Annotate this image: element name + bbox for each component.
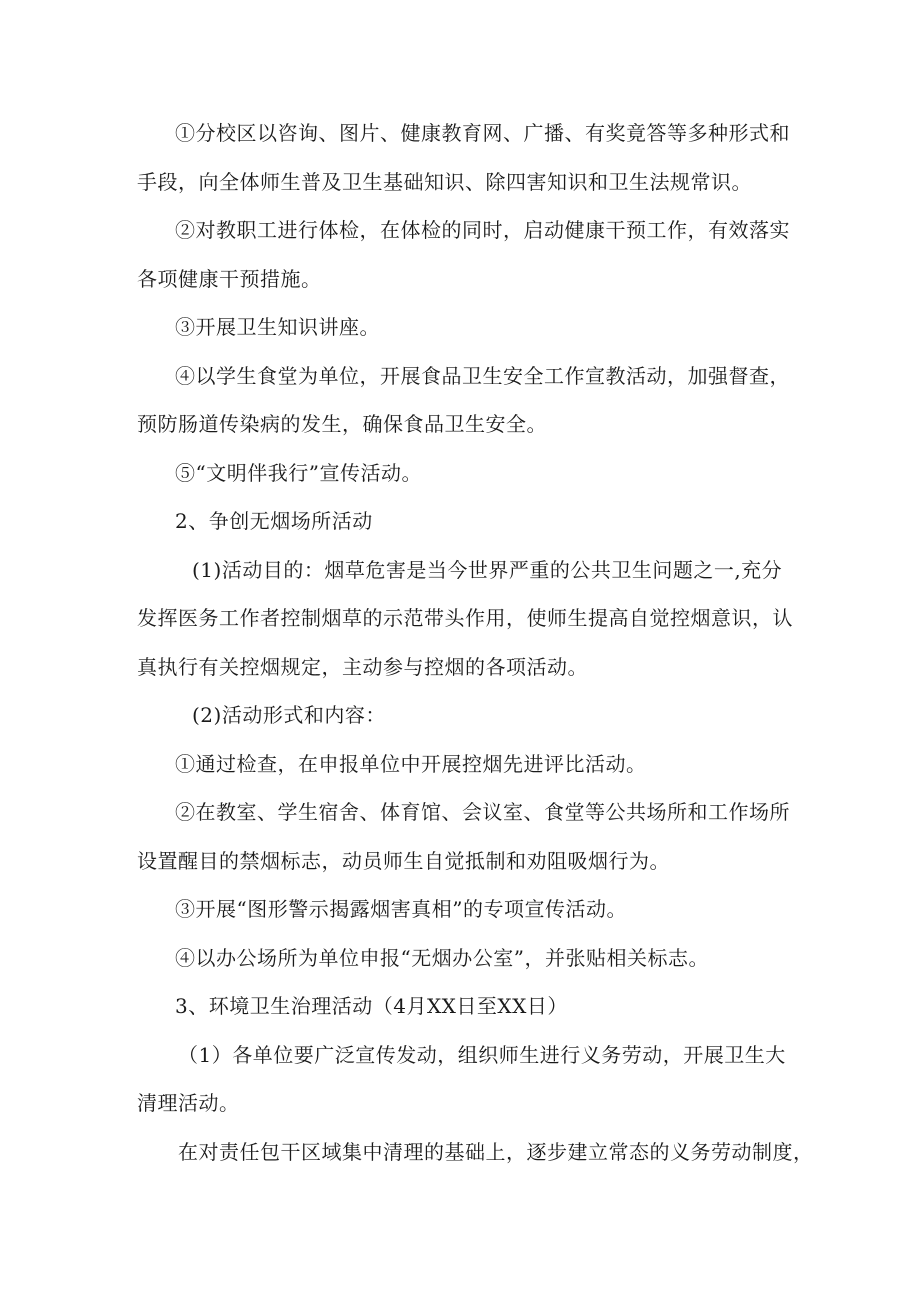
paragraph-line: 设置醒目的禁烟标志，动员师生自觉抵制和劝阻吸烟行为。 bbox=[137, 849, 670, 873]
paragraph-line: ④以办公场所为单位申报“无烟办公室”，并张贴相关标志。 bbox=[175, 946, 709, 970]
paragraph-line: ③开展“图形警示揭露烟害真相”的专项宣传活动。 bbox=[175, 897, 627, 921]
paragraph-line: 真执行有关控烟规定，主动参与控烟的各项活动。 bbox=[137, 655, 588, 679]
paragraph-line: 发挥医务工作者控制烟草的示范带头作用，使师生提高自觉控烟意识，认 bbox=[137, 606, 793, 630]
paragraph-line: 手段，向全体师生普及卫生基础知识、除四害知识和卫生法规常识。 bbox=[137, 170, 752, 194]
section-heading: 3、环境卫生治理活动（4月XX日至XX日） bbox=[175, 994, 568, 1018]
paragraph-line: 在对责任包干区域集中清理的基础上，逐步建立常态的义务劳动制度， bbox=[178, 1140, 814, 1164]
paragraph-line: ⑤“文明伴我行”宣传活动。 bbox=[175, 461, 422, 485]
paragraph-line: (1)活动目的：烟草危害是当今世界严重的公共卫生问题之一,充分 bbox=[192, 558, 783, 582]
paragraph-line: 各项健康干预措施。 bbox=[137, 267, 322, 291]
paragraph-line: ②在教室、学生宿舍、体育馆、会议室、食堂等公共场所和工作场所 bbox=[175, 800, 790, 824]
paragraph-line: 清理活动。 bbox=[137, 1091, 240, 1115]
section-heading: 2、争创无烟场所活动 bbox=[175, 509, 373, 533]
paragraph-line: ①通过检查，在申报单位中开展控烟先进评比活动。 bbox=[175, 752, 647, 776]
paragraph-line: （1）各单位要广泛宣传发动，组织师生进行义务劳动，开展卫生大 bbox=[178, 1043, 786, 1067]
paragraph-line: ④以学生食堂为单位，开展食品卫生安全工作宣教活动，加强督查， bbox=[175, 364, 790, 388]
paragraph-line: ③开展卫生知识讲座。 bbox=[175, 315, 380, 339]
paragraph-line: ①分校区以咨询、图片、健康教育网、广播、有奖竟答等多种形式和 bbox=[175, 121, 790, 145]
paragraph-line: ②对教职工进行体检，在体检的同时，启动健康干预工作，有效落实 bbox=[175, 218, 790, 242]
paragraph-line: 预防肠道传染病的发生，确保食品卫生安全。 bbox=[137, 412, 547, 436]
paragraph-line: (2)活动形式和内容： bbox=[192, 703, 386, 727]
